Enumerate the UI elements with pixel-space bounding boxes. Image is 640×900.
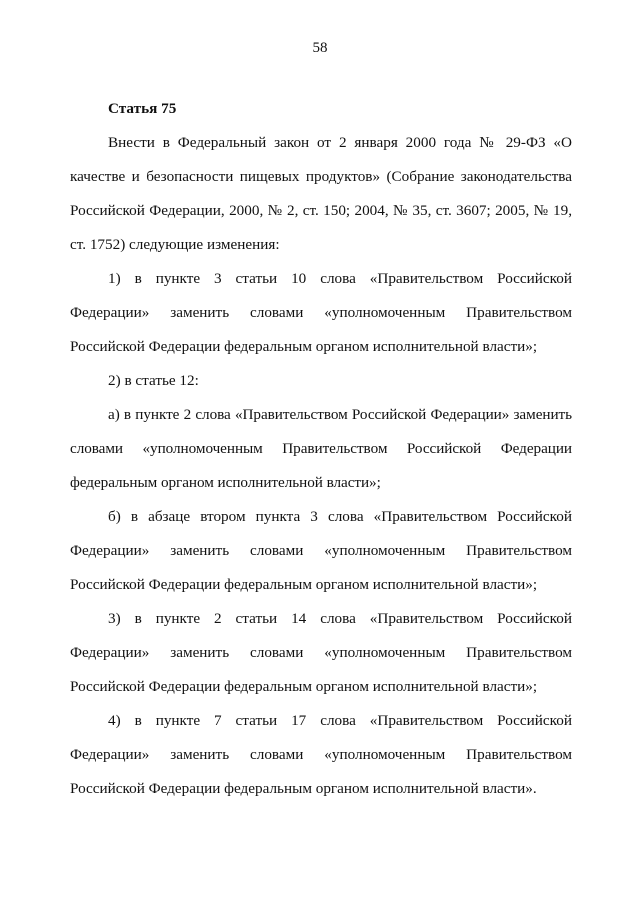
article-paragraph-intro: Внести в Федеральный закон от 2 января 2000 года № 29-ФЗ «О качестве и безопасности пищевых продуктов» (Собрание законодательства Российской Федерации, 2000, № 2, ст. 150; 2004, № 35, ст. 3607; 2005, № 19, ст. 1752) следующие изменения: (70, 134, 572, 253)
page-number: 58 (312, 40, 328, 56)
article-heading: Статья 75 (108, 100, 177, 117)
article-paragraph-item-2: 2) в статье 12: (108, 372, 199, 389)
article-paragraph-item-2b: б) в абзаце втором пункта 3 слова «Правительством Российской Федерации» заменить словами «уполномоченным Правительством Российской Федерации федеральным органом исполнительной власти»; (70, 508, 572, 593)
article-paragraph-item-2a: а) в пункте 2 слова «Правительством Российской Федерации» заменить словами «уполномоченным Правительством Российской Федерации федеральным органом исполнительной власти»; (70, 406, 572, 491)
article-paragraph-item-3: 3) в пункте 2 статьи 14 слова «Правительством Российской Федерации» заменить словами «уполномоченным Правительством Российской Федерации федеральным органом исполнительной власти»; (70, 610, 572, 695)
article-paragraph-item-4: 4) в пункте 7 статьи 17 слова «Правительством Российской Федерации» заменить словами «уполномоченным Правительством Российской Федерации федеральным органом исполнительной власти». (70, 712, 572, 797)
article-body (70, 92, 572, 806)
article-paragraph-item-1: 1) в пункте 3 статьи 10 слова «Правительством Российской Федерации» заменить словами «уполномоченным Правительством Российской Федерации федеральным органом исполнительной власти»; (70, 270, 572, 355)
